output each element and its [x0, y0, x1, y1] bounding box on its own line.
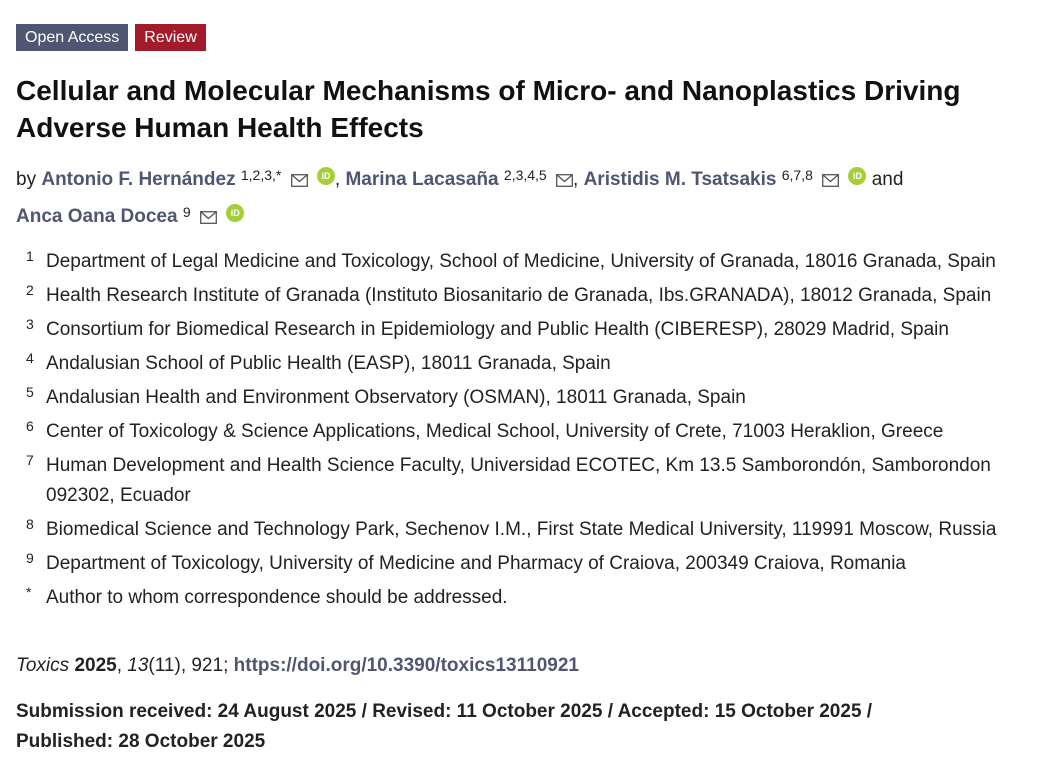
and-label: and — [871, 169, 904, 190]
author-link-tsatsakis[interactable]: Aristidis M. Tsatsakis — [583, 169, 777, 190]
affiliation-number: 2 — [26, 282, 34, 298]
citation-issue: (11) — [148, 655, 181, 676]
affiliation-number: 3 — [26, 316, 34, 332]
affiliation-number: 6 — [26, 418, 34, 434]
envelope-icon[interactable] — [200, 204, 217, 234]
article-title: Cellular and Molecular Mechanisms of Micro- and Nanoplastics Driving Adverse Human Health Effects — [16, 75, 961, 143]
author-separator: , — [573, 169, 579, 190]
envelope-icon[interactable] — [556, 167, 573, 197]
author-link-docea[interactable]: Anca Oana Docea — [16, 206, 178, 227]
publication-dates: Submission received: 24 August 2025 / Revised: 11 October 2025 / Accepted: 15 October 2025 / Published: 28 October 2025 — [16, 701, 873, 752]
affiliation-text: Department of Legal Medicine and Toxicology, School of Medicine, University of Granada, 18016 Granada, Spain — [46, 251, 996, 272]
author-link-hernandez[interactable]: Antonio F. Hernández — [41, 169, 236, 190]
author-affiliation-refs: 2,3,4,5 — [503, 167, 547, 183]
badge-row — [16, 24, 206, 51]
affiliation-number: 8 — [26, 516, 34, 532]
affiliation-number: 4 — [26, 350, 34, 366]
author-separator: , — [334, 169, 341, 190]
citation-volume: 13 — [127, 655, 149, 676]
affiliation-text: Author to whom correspondence should be addressed. — [46, 587, 508, 608]
affiliation-item — [16, 247, 1046, 277]
author-link-lacasana[interactable]: Marina Lacasaña — [345, 169, 499, 190]
affiliation-item — [16, 281, 1046, 311]
affiliation-item — [16, 349, 1046, 379]
affiliation-item — [16, 515, 1046, 545]
affiliation-item — [16, 315, 1046, 345]
review-badge[interactable]: Review — [135, 24, 205, 51]
affiliation-item — [16, 383, 1046, 413]
affiliation-text: Center of Toxicology & Science Applications, Medical School, University of Crete, 71003 Heraklion, Greece — [46, 421, 944, 442]
affiliation-text: Biomedical Science and Technology Park, Sechenov I.M., First State Medical University, 119991 Moscow, Russia — [46, 519, 997, 540]
author-affiliation-refs: 6,7,8 — [781, 167, 813, 183]
author-affiliation-refs: 1,2,3,* — [240, 167, 282, 183]
orcid-icon[interactable]: iD — [848, 167, 866, 185]
affiliation-item — [16, 451, 1046, 511]
affiliation-text: Health Research Institute of Granada (Instituto Biosanitario de Granada, Ibs.GRANADA), 18012 Granada, Spain — [46, 285, 992, 306]
by-label: by — [16, 169, 37, 190]
affiliation-text: Consortium for Biomedical Research in Epidemiology and Public Health (CIBERESP), 28029 Madrid, Spain — [46, 319, 949, 340]
orcid-icon[interactable]: iD — [317, 167, 335, 185]
doi-link[interactable]: https://doi.org/10.3390/toxics13110921 — [233, 655, 579, 676]
journal-name: Toxics — [16, 655, 70, 676]
affiliation-number: * — [26, 584, 32, 600]
envelope-icon[interactable] — [822, 167, 839, 197]
envelope-icon[interactable] — [291, 167, 308, 197]
affiliation-item — [16, 583, 1046, 613]
citation: Toxics 2025, 13(11), 921; https://doi.org/10.3390/toxics13110921 — [16, 655, 579, 676]
affiliation-number: 1 — [26, 248, 34, 264]
affiliation-number: 5 — [26, 384, 34, 400]
affiliation-text: Andalusian School of Public Health (EASP), 18011 Granada, Spain — [46, 353, 611, 374]
open-access-badge[interactable]: Open Access — [16, 24, 128, 51]
affiliation-item — [16, 549, 1046, 579]
author-list — [16, 160, 1046, 234]
citation-article: , 921; — [180, 655, 229, 676]
affiliation-number: 7 — [26, 452, 34, 468]
affiliation-text: Andalusian Health and Environment Observatory (OSMAN), 18011 Granada, Spain — [46, 387, 746, 408]
orcid-icon[interactable]: iD — [226, 204, 244, 222]
affiliation-number: 9 — [26, 550, 34, 566]
affiliation-text: Human Development and Health Science Faculty, Universidad ECOTEC, Km 13.5 Samborondón, Samborondon 092302, Ecuador — [46, 455, 991, 506]
affiliation-item — [16, 417, 1046, 447]
author-affiliation-refs: 9 — [182, 204, 191, 220]
affiliation-list — [16, 247, 1046, 617]
citation-year: 2025 — [74, 655, 117, 676]
affiliation-text: Department of Toxicology, University of Medicine and Pharmacy of Craiova, 200349 Craiova, Romania — [46, 553, 906, 574]
